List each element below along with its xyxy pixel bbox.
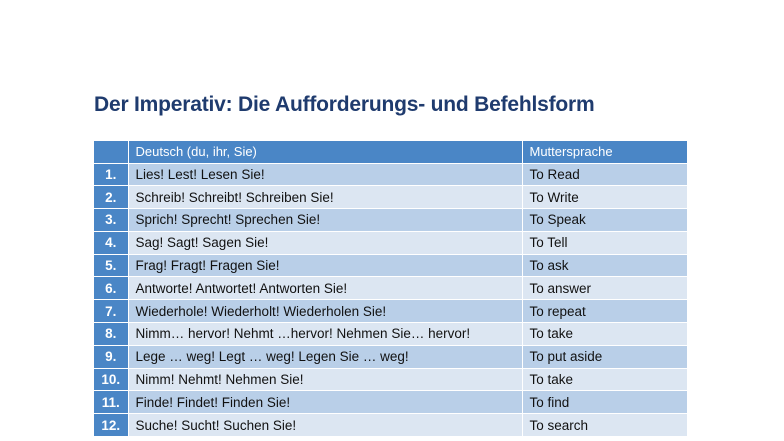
muttersprache-cell: To Tell bbox=[522, 231, 687, 254]
deutsch-cell: Nimm… hervor! Nehmt …hervor! Nehmen Sie… hervor! bbox=[128, 323, 522, 346]
table-row bbox=[94, 209, 687, 232]
deutsch-cell: Frag! Fragt! Fragen Sie! bbox=[128, 254, 522, 277]
row-number: 12. bbox=[94, 414, 128, 437]
table-row bbox=[94, 345, 687, 368]
row-number: 7. bbox=[94, 300, 128, 323]
muttersprache-cell: To ask bbox=[522, 254, 687, 277]
muttersprache-cell: To Read bbox=[522, 163, 687, 186]
muttersprache-cell: To find bbox=[522, 391, 687, 414]
table-row bbox=[94, 277, 687, 300]
muttersprache-cell: To put aside bbox=[522, 345, 687, 368]
muttersprache-cell: To take bbox=[522, 368, 687, 391]
muttersprache-cell: To take bbox=[522, 323, 687, 346]
deutsch-cell: Lies! Lest! Lesen Sie! bbox=[128, 163, 522, 186]
deutsch-cell: Nimm! Nehmt! Nehmen Sie! bbox=[128, 368, 522, 391]
muttersprache-cell: To search bbox=[522, 414, 687, 437]
header-number bbox=[94, 141, 128, 163]
row-number: 4. bbox=[94, 231, 128, 254]
deutsch-cell: Finde! Findet! Finden Sie! bbox=[128, 391, 522, 414]
row-number: 6. bbox=[94, 277, 128, 300]
row-number: 1. bbox=[94, 163, 128, 186]
table-row bbox=[94, 368, 687, 391]
table-row bbox=[94, 300, 687, 323]
muttersprache-cell: To repeat bbox=[522, 300, 687, 323]
deutsch-cell: Sprich! Sprecht! Sprechen Sie! bbox=[128, 209, 522, 232]
deutsch-cell: Wiederhole! Wiederholt! Wiederholen Sie! bbox=[128, 300, 522, 323]
deutsch-cell: Suche! Sucht! Suchen Sie! bbox=[128, 414, 522, 437]
table-row bbox=[94, 163, 687, 186]
header-deutsch: Deutsch (du, ihr, Sie) bbox=[128, 141, 522, 163]
deutsch-cell: Sag! Sagt! Sagen Sie! bbox=[128, 231, 522, 254]
header-muttersprache: Muttersprache bbox=[522, 141, 687, 163]
row-number: 11. bbox=[94, 391, 128, 414]
muttersprache-cell: To answer bbox=[522, 277, 687, 300]
table-row bbox=[94, 231, 687, 254]
row-number: 8. bbox=[94, 323, 128, 346]
slide-title: Der Imperativ: Die Aufforderungs- und Befehlsform bbox=[94, 93, 595, 116]
row-number: 10. bbox=[94, 368, 128, 391]
row-number: 2. bbox=[94, 186, 128, 209]
table-row bbox=[94, 414, 687, 437]
imperative-table bbox=[94, 141, 687, 437]
row-number: 9. bbox=[94, 345, 128, 368]
table-row bbox=[94, 391, 687, 414]
deutsch-cell: Schreib! Schreibt! Schreiben Sie! bbox=[128, 186, 522, 209]
row-number: 3. bbox=[94, 209, 128, 232]
deutsch-cell: Antworte! Antwortet! Antworten Sie! bbox=[128, 277, 522, 300]
deutsch-cell: Lege … weg! Legt … weg! Legen Sie … weg! bbox=[128, 345, 522, 368]
muttersprache-cell: To Write bbox=[522, 186, 687, 209]
table-header-row bbox=[94, 141, 687, 163]
row-number: 5. bbox=[94, 254, 128, 277]
table-row bbox=[94, 323, 687, 346]
table-row bbox=[94, 186, 687, 209]
muttersprache-cell: To Speak bbox=[522, 209, 687, 232]
table-row bbox=[94, 254, 687, 277]
